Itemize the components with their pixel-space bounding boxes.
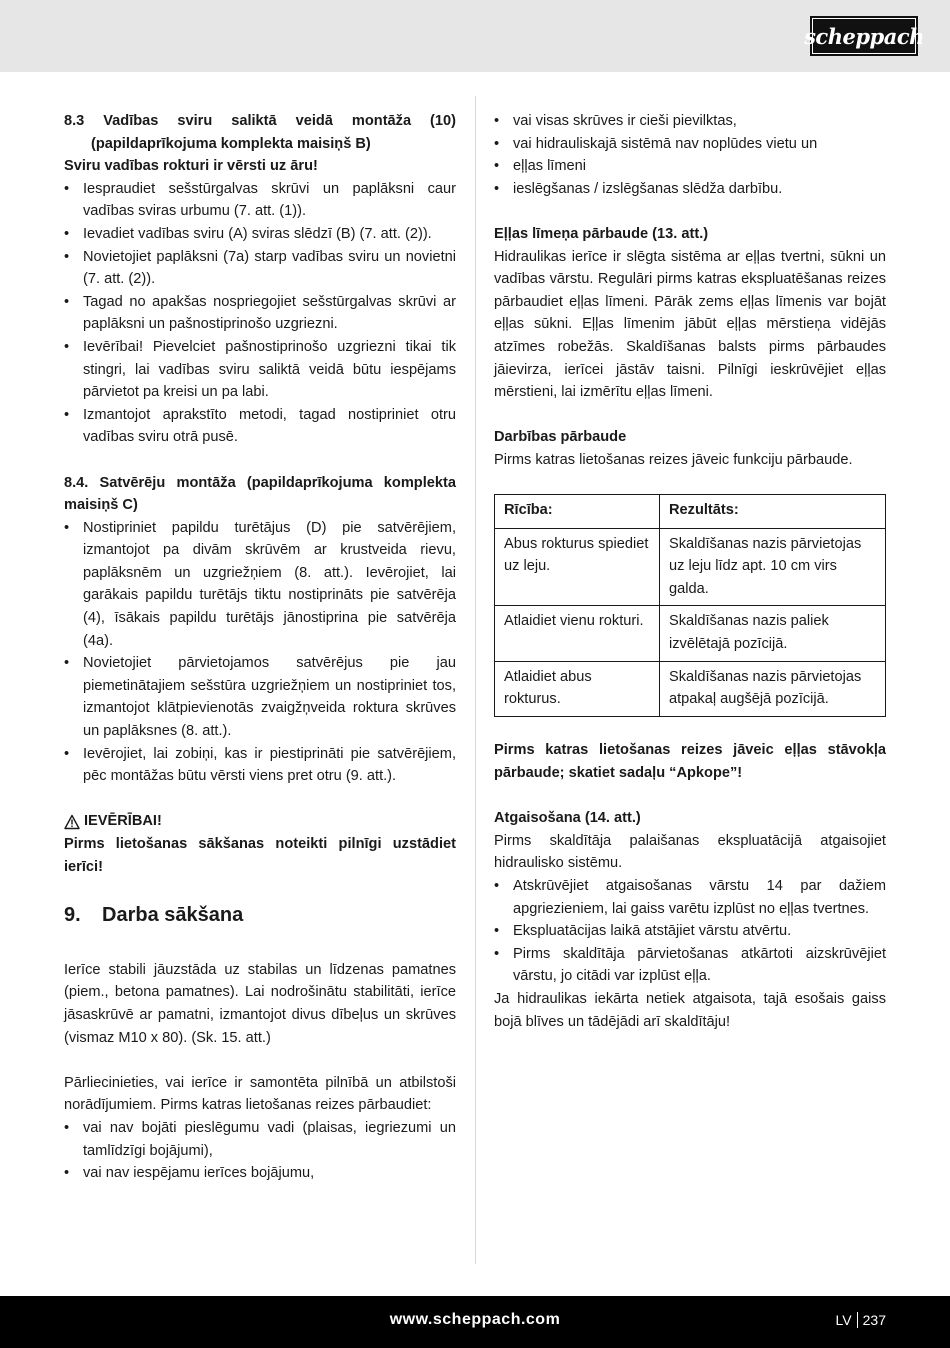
warning-text: Pirms lietošanas sākšanas noteikti pilnīgi uzstādiet ierīci! [64, 836, 456, 875]
bullet-dot: • [494, 180, 500, 197]
list-item: • Pirms skaldītāja pārvietošanas atkārtoti aizskrūvējiet vārstu, jo citādi var izplūst eļļa. [494, 943, 886, 988]
bullet-dot: • [64, 406, 70, 423]
section-8-3-subheading: Sviru vadības rokturi ir vērsti uz āru! [64, 158, 318, 175]
function-check-table [494, 494, 886, 717]
chapter-9-paragraph-1: Ierīce stabili jāuzstāda uz stabilas un līdzenas pamatnes (piem., betona pamatnes). Lai nodrošinātu stabilitāti, ierīce jāsaskrūvē ar pamatni, izmantojot divus dībeļus un skrūves (vismaz M10 x 80). (Sk. 15. att.) [64, 961, 456, 1046]
list-item: • Ekspluatācijas laikā atstājiet vārstu atvērtu. [494, 920, 886, 943]
section-8-4-heading: 8.4. Satvērēju montāža (papildaprīkojuma komplekta maisiņš C) [64, 474, 456, 514]
page-separator [857, 1312, 858, 1328]
list-item: • vai hidrauliskajā sistēmā nav noplūdes vietu un [494, 133, 886, 156]
footer-band [0, 1296, 950, 1348]
chapter-9-list [64, 1117, 456, 1185]
list-item: • Tagad no apakšas nospriegojiet sešstūrgalvas skrūvi ar paplāksni un pašnostiprinošo uzgriezni. [64, 291, 456, 336]
page-number [836, 1312, 886, 1328]
warning-title: IEVĒRĪBAI! [84, 813, 162, 830]
list-item: • Novietojiet pārvietojamos satvērējus pie jau piemetinātajiem sešstūra uzgriežņiem un nostipriniet tos, izmantojot klātpievienotās zvaigžņveida roktura skrūves un paplāksnes (8. att.). [64, 652, 456, 742]
warning-triangle-icon [64, 814, 80, 830]
page-number-value: 237 [862, 1312, 886, 1328]
list-item: • ieslēgšanas / izslēgšanas slēdža darbību. [494, 178, 886, 201]
venting-list [494, 875, 886, 988]
column-divider [475, 96, 476, 1264]
table-row [495, 528, 886, 606]
table-cell: Atlaidiet abus rokturus. [495, 661, 660, 716]
bullet-dot: • [64, 655, 70, 672]
bullet-dot: • [64, 745, 70, 762]
bullet-dot: • [494, 135, 500, 152]
list-item: • Ievērojiet, lai zobiņi, kas ir piestiprināti pie satvērējiem, pēc montāžas būtu vērsti viens pret otru (9. att.). [64, 743, 456, 788]
venting-closing: Ja hidraulikas iekārta netiek atgaisota, tajā esošais gaiss bojā blīves un tādējādi arī skaldītāju! [494, 990, 886, 1030]
bullet-dot: • [64, 225, 70, 242]
bullet-dot: • [494, 923, 500, 940]
table-cell: Skaldīšanas nazis pārvietojas uz leju līdz apt. 10 cm virs galda. [660, 528, 886, 606]
chapter-9-paragraph-2: Pārliecinieties, vai ierīce ir samontēta pilnībā un atbilstoši norādījumiem. Pirms katras lietošanas reizes pārbaudiet: [64, 1074, 456, 1114]
table-cell: Skaldīšanas nazis pārvietojas atpakaļ augšējā pozīcijā. [660, 661, 886, 716]
chapter-title: Darba sākšana [102, 903, 244, 926]
list-item: • Atskrūvējiet atgaisošanas vārstu 14 par dažiem apgriezieniem, lai gaiss varētu izplūst no eļļas tvertnes. [494, 875, 886, 920]
table-header-row [495, 495, 886, 529]
check-list [494, 110, 886, 200]
bullet-dot: • [64, 248, 70, 265]
bullet-dot: • [64, 1119, 70, 1136]
header-band [0, 0, 950, 72]
list-item: • vai nav bojāti pieslēgumu vadi (plaisas, iegriezumi un tamlīdzīgi bojājumi), [64, 1117, 456, 1162]
list-item: • Ievadiet vadības sviru (A) sviras slēdzī (B) (7. att. (2)). [64, 223, 456, 246]
table-row [495, 661, 886, 716]
bullet-dot: • [494, 158, 500, 175]
bullet-dot: • [494, 945, 500, 962]
warning-heading [64, 810, 456, 833]
section-8-4-list [64, 517, 456, 788]
chapter-number: 9. [64, 903, 81, 926]
list-item: • Izmantojot aprakstīto metodi, tagad nostipriniet otru vadības sviru otrā pusē. [64, 404, 456, 449]
bullet-dot: • [64, 1165, 70, 1182]
list-item: • vai visas skrūves ir cieši pievilktas, [494, 110, 886, 133]
language-code: LV [835, 1312, 852, 1328]
function-check-text: Pirms katras lietošanas reizes jāveic funkciju pārbaude. [494, 451, 853, 468]
brand-logo-text: scheppach [804, 23, 924, 49]
list-item: • Ievērībai! Pievelciet pašnostiprinošo uzgriezni tikai tik stingri, lai vadības sviru saliktā veidā būtu iespējams pārvietot pa kreisi un pa labi. [64, 336, 456, 404]
bullet-dot: • [64, 519, 70, 536]
oil-level-text: Hidraulikas ierīce ir slēgta sistēma ar eļļas tvertni, sūkni un vadības vārstu. Regulāri pirms katras ekspluatēšanas reizes pārbaudiet eļļas līmeni. Pārāk zems eļļas līmenis var bojāt eļļas sūkni. Eļļas līmenim jābūt eļļas mērstieņa vidējās atzīmes robežās. Skaldīšanas balsts pirms pārbaudes jāievirza, ierīcei jāstāv taisni. Pilnīgi ieskrūvējiet eļļas mērstieni, lai izmērītu eļļas līmeni. [494, 248, 886, 401]
list-item: • vai nav iespējamu ierīces bojājumu, [64, 1162, 456, 1185]
table-cell: Skaldīšanas nazis paliek izvēlētajā pozīcijā. [660, 606, 886, 661]
chapter-9-heading [64, 901, 456, 929]
brand-logo [804, 16, 924, 56]
oil-level-heading: Eļļas līmeņa pārbaude (13. att.) [494, 225, 709, 242]
bullet-dot: • [64, 180, 70, 197]
list-item: • eļļas līmeni [494, 155, 886, 178]
bullet-dot: • [64, 293, 70, 310]
footer-website-link[interactable]: www.scheppach.com [389, 1311, 561, 1328]
bullet-dot: • [494, 878, 500, 894]
list-item: • Nostipriniet papildu turētājus (D) pie satvērējiem, izmantojot pa divām skrūvēm ar krustveida rievu, paplāksnēm un uzgriežņiem (8. att.). Ievērojiet, lai garākais papildu turētājs tiktu nostiprināts pie satvērēja (4), īsākais papildu turētājs jānostiprina pie satvērēja (4a). [64, 517, 456, 653]
oil-state-note: Pirms katras lietošanas reizes jāveic eļļas stāvokļa pārbaude; skatiet sadaļu “Apkope”! [494, 742, 886, 782]
bullet-dot: • [64, 338, 70, 355]
table-cell: Abus rokturus spiediet uz leju. [495, 528, 660, 606]
venting-heading: Atgaisošana (14. att.) [494, 810, 641, 827]
table-header-cell: Rīcība: [495, 495, 660, 529]
table-header-cell: Rezultāts: [660, 495, 886, 529]
section-8-3-heading: 8.3 Vadības sviru saliktā veidā montāža (10) (papildaprīkojuma komplekta maisiņš B) [64, 113, 456, 152]
table-cell: Atlaidiet vienu rokturi. [495, 606, 660, 661]
venting-text: Pirms skaldītāja palaišanas ekspluatācijā atgaisojiet hidraulisko sistēmu. [494, 832, 886, 872]
list-item: • Novietojiet paplāksni (7a) starp vadības sviru un novietni (7. att. (2)). [64, 246, 456, 291]
bullet-dot: • [494, 113, 500, 129]
function-check-heading: Darbības pārbaude [494, 429, 627, 446]
list-item: • Iespraudiet sešstūrgalvas skrūvi un paplāksni caur vadības sviras urbumu (7. att. (1)). [64, 178, 456, 223]
section-8-3-list [64, 178, 456, 449]
right-column [494, 110, 886, 1033]
left-column [64, 110, 456, 1185]
table-row [495, 606, 886, 661]
